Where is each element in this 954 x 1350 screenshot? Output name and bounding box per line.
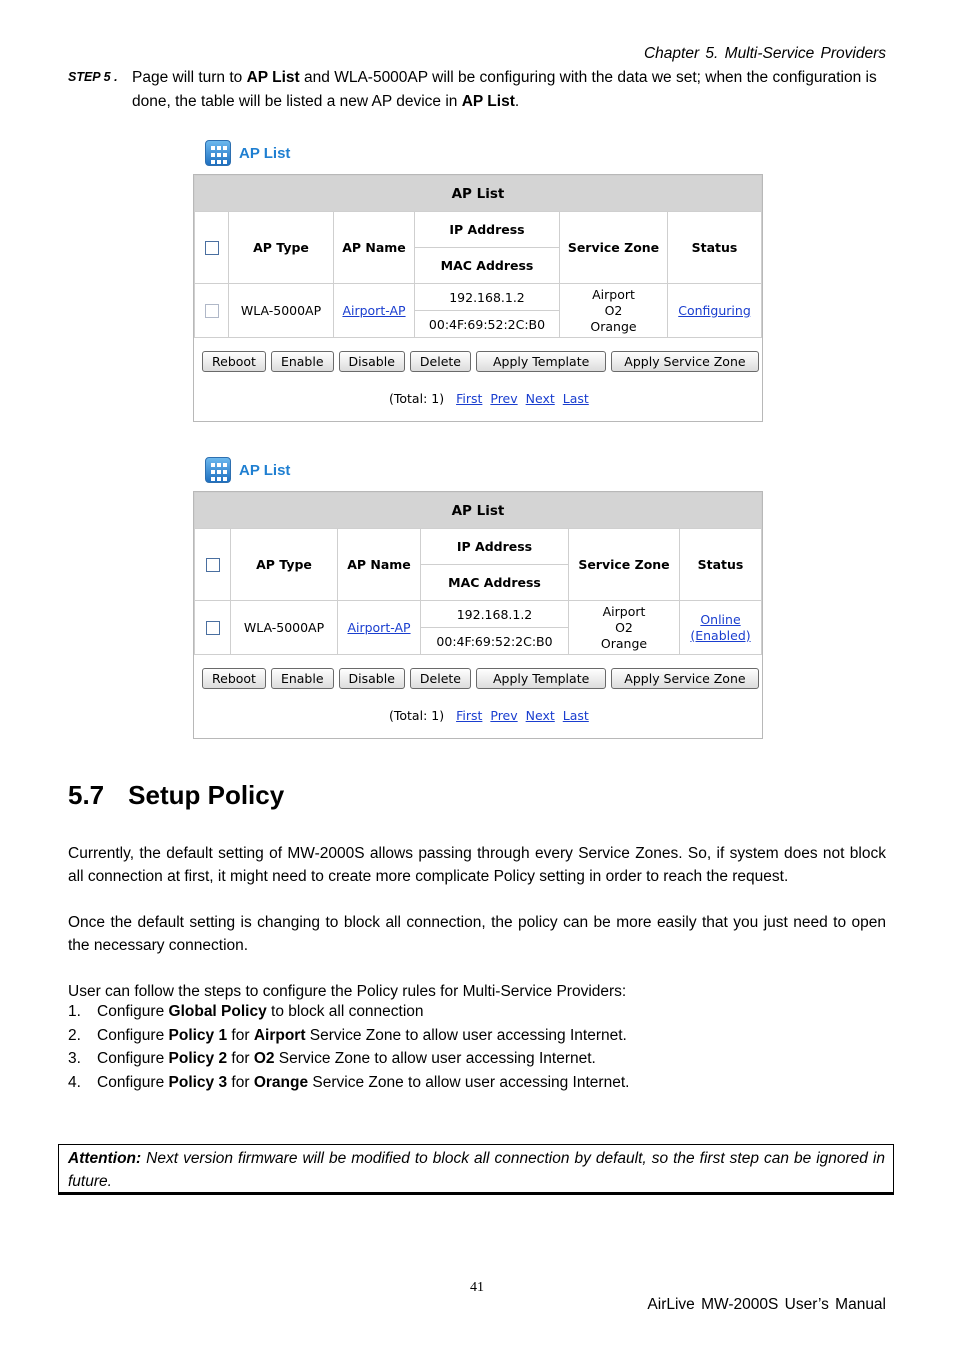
col-ip-address: IP Address xyxy=(415,212,560,248)
ip-cell: 192.168.1.2 xyxy=(421,601,569,628)
reboot-button[interactable]: Reboot xyxy=(202,668,266,689)
ap-type-cell: WLA-5000AP xyxy=(229,284,334,338)
enable-button[interactable]: Enable xyxy=(271,351,334,372)
attention-text: Next version firmware will be modified to block all connection by default, so the first step can be ignored in future. xyxy=(68,1150,885,1190)
ap-name-link[interactable]: Airport-AP xyxy=(342,303,406,318)
attention-label: Attention: xyxy=(68,1150,142,1167)
list-item: 1. Configure Global Policy to block all connection xyxy=(68,1003,424,1020)
paragraph-2: Once the default setting is changing to block all connection, the policy can be more easily that you just need to open the necessary connection. xyxy=(68,914,886,954)
reboot-button[interactable]: Reboot xyxy=(202,351,266,372)
ap-type-cell: WLA-5000AP xyxy=(231,601,338,655)
ap-list-table xyxy=(194,175,762,338)
pager-first[interactable]: First xyxy=(456,391,483,406)
table-caption: AP List xyxy=(195,493,762,529)
step-text: Page will turn to AP List and WLA-5000AP will be configuring with the data we set; when the configuration is done, the table will be listed a new AP device in AP List. xyxy=(132,69,877,110)
delete-button[interactable]: Delete xyxy=(410,668,471,689)
ap-list-table xyxy=(194,492,762,655)
mac-cell: 00:4F:69:52:2C:B0 xyxy=(421,628,569,655)
table-row xyxy=(195,601,762,628)
disable-button[interactable]: Disable xyxy=(339,668,405,689)
ap-list-panel xyxy=(193,174,763,422)
ap-list-title: AP List xyxy=(239,461,291,479)
select-all-checkbox[interactable] xyxy=(206,558,220,572)
apply-service-zone-button[interactable]: Apply Service Zone xyxy=(611,668,758,689)
col-mac-address: MAC Address xyxy=(415,248,560,284)
zone-cell: Airport O2 Orange xyxy=(569,601,680,655)
ap-list-title: AP List xyxy=(239,144,291,162)
paragraph-1: Currently, the default setting of MW-2000S allows passing through every Service Zones. So, if system does not block all connection at first, it might need to create more complicate Policy setting in order to reach the request. xyxy=(68,845,886,885)
pager xyxy=(389,391,593,406)
ap-list-panel xyxy=(193,491,763,739)
col-service-zone: Service Zone xyxy=(560,212,668,284)
pager-last[interactable]: Last xyxy=(562,391,589,406)
ap-list-icon xyxy=(205,140,231,166)
col-status: Status xyxy=(668,212,762,284)
page-number: 41 xyxy=(470,1280,484,1295)
select-all-checkbox[interactable] xyxy=(205,241,219,255)
table-row xyxy=(195,284,762,311)
zone-cell: Airport O2 Orange xyxy=(560,284,668,338)
apply-template-button[interactable]: Apply Template xyxy=(476,351,606,372)
pager-total: (Total: 1) xyxy=(389,708,445,723)
list-item: 3. Configure Policy 2 for O2 Service Zone to allow user accessing Internet. xyxy=(68,1050,596,1067)
enable-button[interactable]: Enable xyxy=(271,668,334,689)
col-ap-name: AP Name xyxy=(338,529,421,601)
list-item: 2. Configure Policy 1 for Airport Service Zone to allow user accessing Internet. xyxy=(68,1026,627,1044)
col-status: Status xyxy=(680,529,762,601)
pager-prev[interactable]: Prev xyxy=(490,708,518,723)
row-checkbox[interactable] xyxy=(206,621,220,635)
list-item: 4. Configure Policy 3 for Orange Service Zone to allow user accessing Internet. xyxy=(68,1073,630,1091)
apply-template-button[interactable]: Apply Template xyxy=(476,668,606,689)
section-heading xyxy=(68,780,284,811)
col-mac-address: MAC Address xyxy=(421,565,569,601)
pager-next[interactable]: Next xyxy=(525,708,555,723)
step-label: STEP 5 . xyxy=(68,70,118,84)
pager-prev[interactable]: Prev xyxy=(490,391,518,406)
manual-footer: AirLive MW-2000S User’s Manual xyxy=(647,1296,886,1313)
col-ap-type: AP Type xyxy=(229,212,334,284)
table-caption: AP List xyxy=(195,176,762,212)
mac-cell: 00:4F:69:52:2C:B0 xyxy=(415,311,560,338)
status-link[interactable]: Configuring xyxy=(678,303,751,318)
pager-next[interactable]: Next xyxy=(525,391,555,406)
paragraph-3: User can follow the steps to configure the Policy rules for Multi-Service Providers: xyxy=(68,983,627,1000)
section-number: 5.7 xyxy=(68,780,105,810)
pager xyxy=(389,708,593,723)
ip-cell: 192.168.1.2 xyxy=(415,284,560,311)
policy-steps-list xyxy=(68,1003,629,1097)
status-enabled-link[interactable]: (Enabled) xyxy=(690,627,751,643)
status-cell xyxy=(680,601,762,655)
apply-service-zone-button[interactable]: Apply Service Zone xyxy=(611,351,758,372)
col-ap-type: AP Type xyxy=(231,529,338,601)
chapter-header: Chapter 5. Multi-Service Providers xyxy=(643,45,886,62)
pager-total: (Total: 1) xyxy=(389,391,445,406)
row-checkbox[interactable] xyxy=(205,304,219,318)
col-ip-address: IP Address xyxy=(421,529,569,565)
attention-box xyxy=(58,1144,894,1195)
pager-first[interactable]: First xyxy=(456,708,483,723)
pager-last[interactable]: Last xyxy=(562,708,589,723)
section-title: Setup Policy xyxy=(128,780,285,810)
col-service-zone: Service Zone xyxy=(569,529,680,601)
delete-button[interactable]: Delete xyxy=(410,351,471,372)
ap-name-link[interactable]: Airport-AP xyxy=(347,620,411,635)
disable-button[interactable]: Disable xyxy=(339,351,405,372)
ap-list-icon xyxy=(205,457,231,483)
status-link[interactable]: Online xyxy=(700,611,741,627)
col-ap-name: AP Name xyxy=(334,212,415,284)
